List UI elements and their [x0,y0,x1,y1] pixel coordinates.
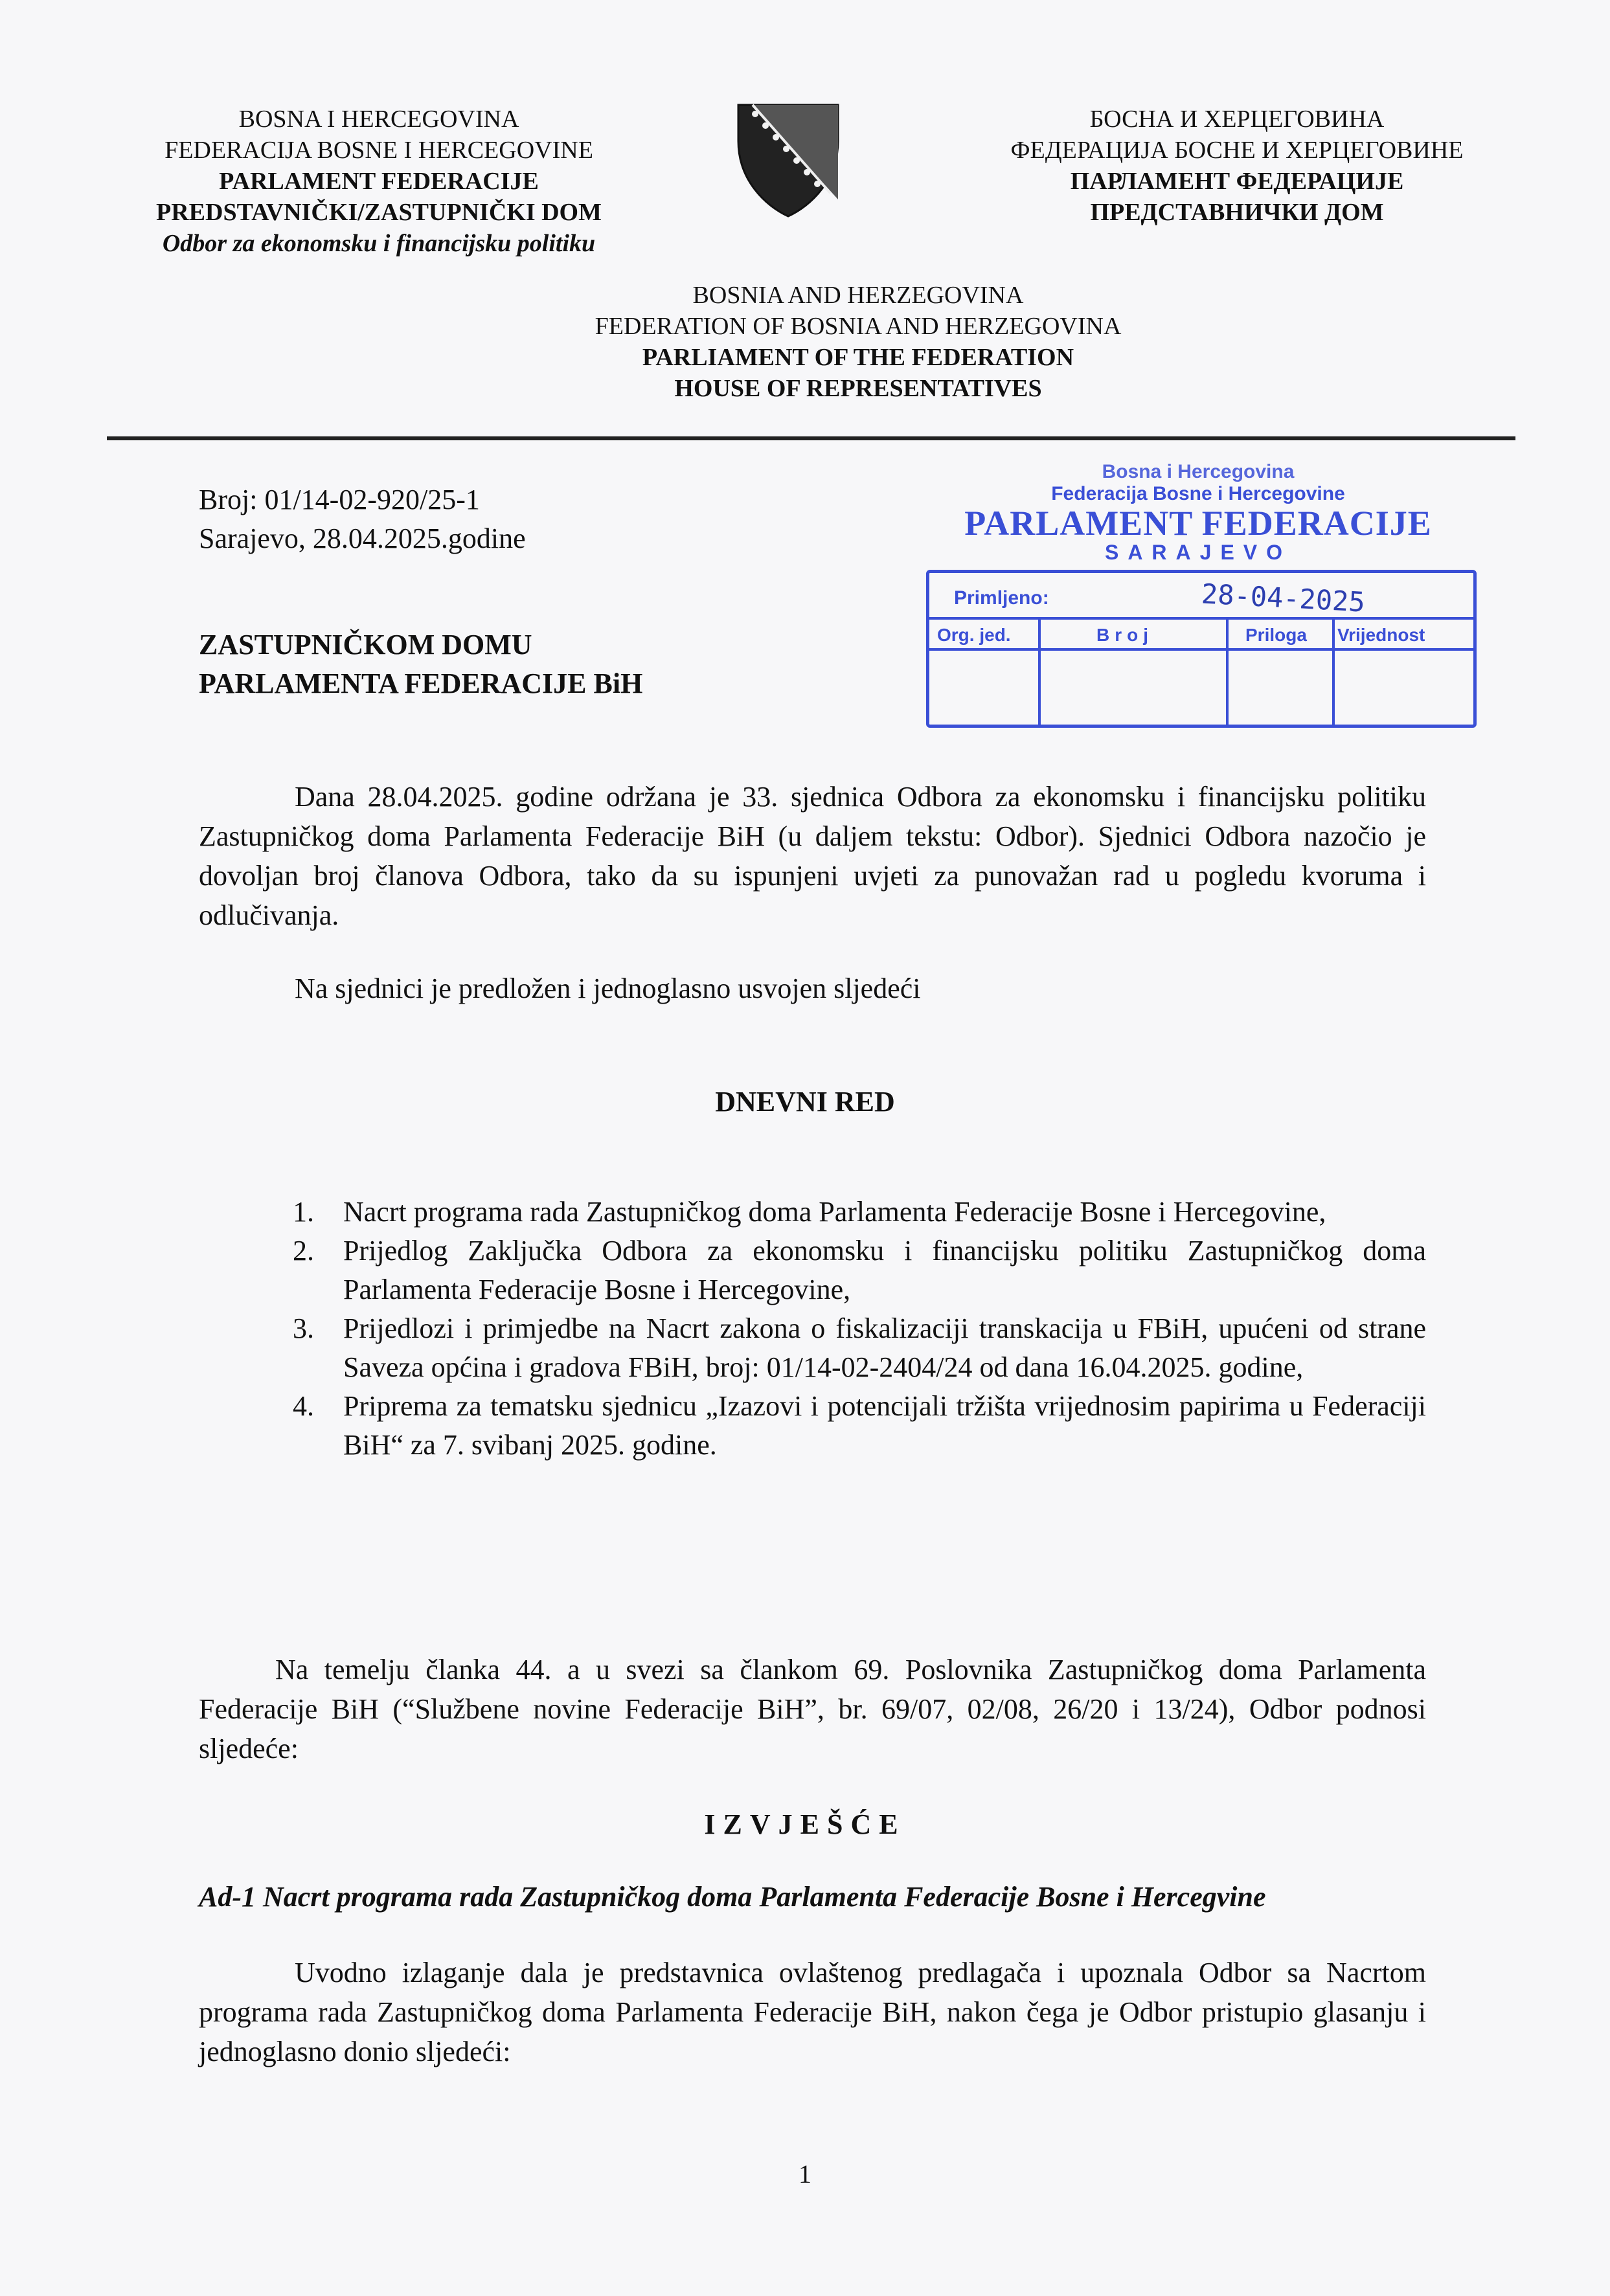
report-title: IZVJEŠĆE [704,1808,906,1840]
header-left-line: PARLAMENT FEDERACIJE [219,168,539,195]
stamp-line: PARLAMENT FEDERACIJE [964,504,1432,543]
committee-name: Odbor za ekonomsku i financijsku politiku [162,230,596,257]
stamp-col-org: Org. jed. [937,625,1011,645]
agenda-item-number: 3. [293,1312,314,1344]
agenda-intro: Na sjednici je predložen i jednoglasno usvojen sljedeći [295,973,921,1004]
agenda-item [285,1387,1426,1465]
header-right-line: ПРЕДСТАВНИЧКИ ДОМ [1090,199,1384,226]
header-center [453,280,1263,404]
header-center-line: HOUSE OF REPRESENTATIVES [674,375,1042,402]
coat-of-arms-icon [733,102,843,219]
received-stamp [920,461,1477,733]
addressee-line: ZASTUPNIČKOM DOMU [199,629,532,660]
stamp-table [926,570,1477,728]
agenda-item-text: Priprema za tematsku sjednicu „Izazovi i potencijali tržišta vrijednosim papirima u Federaciji BiH“ za 7. svibanj 2025. godine. [343,1390,1426,1461]
page-number: 1 [799,2159,811,2189]
stamp-divider [1038,620,1041,726]
agenda-item-number: 1. [293,1196,314,1228]
stamp-received-label: Primljeno: [954,587,1049,609]
reference-place-date: Sarajevo, 28.04.2025.godine [199,523,526,554]
stamp-col-priloga: Priloga [1245,625,1307,645]
stamp-divider [1332,620,1335,726]
stamp-col-broj: Broj [1096,625,1153,645]
ad1-title: Ad-1 Nacrt programa rada Zastupničkog doma Parlamenta Federacije Bosne i Hercegvine [199,1881,1266,1913]
stamp-line: Federacija Bosne i Hercegovine [1051,483,1345,504]
agenda-item-number: 2. [293,1235,314,1266]
stamp-received-date: 28-04-2025 [1200,578,1366,618]
header-left [110,104,648,259]
header-left-line: PREDSTAVNIČKI/ZASTUPNIČKI DOM [156,199,602,226]
agenda-item-text: Prijedlog Zaključka Odbora za ekonomsku i financijsku politiku Zastupničkog doma Parlamenta Federacije Bosne i Hercegovine, [343,1235,1426,1305]
agenda-item-text: Nacrt programa rada Zastupničkog doma Parlamenta Federacije Bosne i Hercegovine, [343,1196,1326,1228]
agenda-item [285,1193,1426,1232]
header-center-line: BOSNIA AND HERZEGOVINA [692,282,1024,309]
agenda-title: DNEVNI RED [715,1086,895,1118]
header-center-line: FEDERATION OF BOSNIA AND HERZEGOVINA [595,313,1122,340]
header-right-line: БОСНА И ХЕРЦЕГОВИНА [1089,106,1385,133]
header-right [946,104,1528,228]
intro-paragraph: Dana 28.04.2025. godine održana je 33. sjednica Odbora za ekonomsku i financijsku politiku Zastupničkog doma Parlamenta Federacije BiH (u daljem tekstu: Odbor). Sjednici Odbora nazočio je dovoljan broj članova Odbora, tako da su ispunjeni uvjeti za punovažan rad u pogledu kvoruma i odlučivanja. [199,781,1426,931]
agenda-item-number: 4. [293,1390,314,1422]
stamp-line: Bosna i Hercegovina [1102,461,1295,482]
addressee-line: PARLAMENTA FEDERACIJE BiH [199,668,643,699]
stamp-line: SARAJEVO [1104,541,1292,564]
stamp-divider [1226,620,1229,726]
reference-number: Broj: 01/14-02-920/25-1 [199,484,480,515]
reference-block [199,480,526,558]
agenda-item [285,1232,1426,1309]
agenda-list [285,1193,1426,1465]
addressee [199,625,642,703]
agenda-item-text: Prijedlozi i primjedbe na Nacrt zakona o fiskalizaciji transkacija u FBiH, upućeni od strane Saveza općina i gradova FBiH, broj: 01/14-02-2404/24 od dana 16.04.2025. godine, [343,1312,1426,1383]
header-center-line: PARLIAMENT OF THE FEDERATION [642,344,1074,371]
header-right-line: ПАРЛАМЕНТ ФЕДЕРАЦИЈЕ [1070,168,1404,195]
legal-basis-paragraph: Na temelju članka 44. a u svezi sa člankom 69. Poslovnika Zastupničkog doma Parlamenta Federacije BiH (“Službene novine Federacije BiH”, br. 69/07, 02/08, 26/20 i 13/24), Odbor podnosi sljedeće: [199,1654,1426,1764]
ad1-paragraph: Uvodno izlaganje dala je predstavnica ovlaštenog predlagača i upoznala Odbor sa Nacrtom programa rada Zastupničkog doma Parlamenta Federacije BiH, nakon čega je Odbor pristupio glasanju i jednoglasno donio sljedeći: [199,1957,1426,2067]
header-divider [107,436,1515,440]
stamp-col-vrijednost: Vrijednost [1337,625,1425,645]
header-right-line: ФЕДЕРАЦИЈА БОСНЕ И ХЕРЦЕГОВИНЕ [1010,137,1464,164]
agenda-item [285,1309,1426,1387]
header-left-line: BOSNA I HERCEGOVINA [238,106,519,133]
header-left-line: FEDERACIJA BOSNE I HERCEGOVINE [164,137,593,164]
